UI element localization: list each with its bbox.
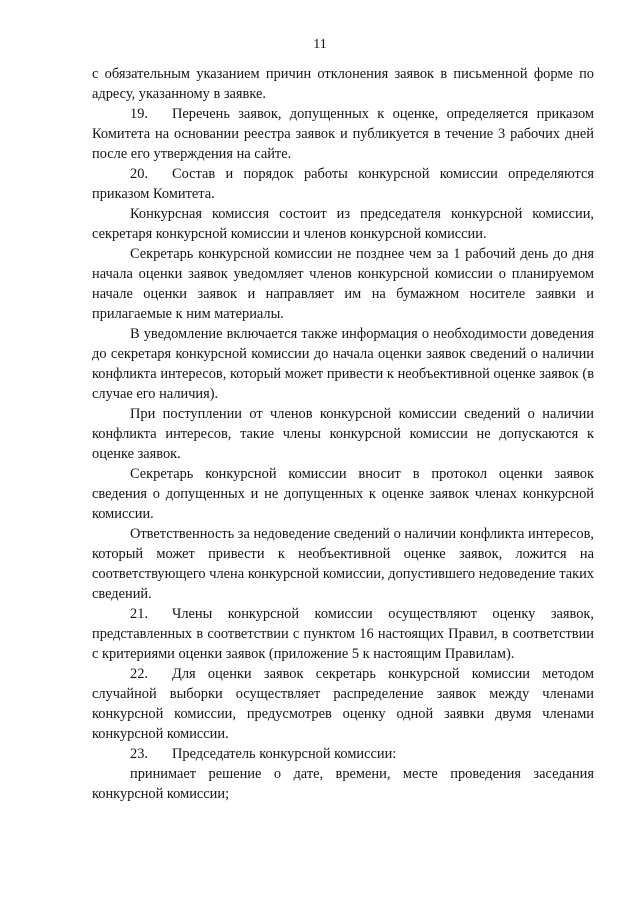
paragraph-notice-content <box>92 324 594 404</box>
paragraph-text: Секретарь конкурсной комиссии не позднее чем за 1 рабочий день до дня начала оценки заявок уведомляет членов конкурсной комиссии о планируемом начале оценки заявок и направляет им на бумажном носителе заявки и прилагаемые к ним материалы. <box>92 246 594 322</box>
paragraph-number: 23. <box>130 746 148 762</box>
page-number: 11 <box>313 37 327 52</box>
paragraph-chair-decision <box>92 764 594 804</box>
paragraph-commission-composition <box>92 204 594 244</box>
paragraph-number: 19. <box>130 106 148 122</box>
paragraph-20 <box>92 164 594 204</box>
document-body <box>92 64 594 804</box>
paragraph-conflict-interest <box>92 404 594 464</box>
paragraph-continuation <box>92 64 594 104</box>
paragraph-text: Секретарь конкурсной комиссии вносит в протокол оценки заявок сведения о допущенных и не допущенных к оценке заявок членах конкурсной комиссии. <box>92 466 594 522</box>
paragraph-text: Ответственность за недоведение сведений о наличии конфликта интересов, который может привести к необъективной оценке заявок, ложится на соответствующего члена конкурсной комиссии, допустившего недоведение таких сведений. <box>92 526 594 602</box>
paragraph-number: 22. <box>130 666 148 682</box>
paragraph-text: с обязательным указанием причин отклонения заявок в письменной форме по адресу, указанному в заявке. <box>92 66 594 102</box>
paragraph-responsibility <box>92 524 594 604</box>
paragraph-23 <box>92 744 594 764</box>
paragraph-protocol <box>92 464 594 524</box>
paragraph-text: При поступлении от членов конкурсной комиссии сведений о наличии конфликта интересов, такие члены конкурсной комиссии не допускаются к оценке заявок. <box>92 406 594 462</box>
paragraph-text: В уведомление включается также информация о необходимости доведения до секретаря конкурсной комиссии до начала оценки заявок сведений о наличии конфликта интересов, который может привести к необъективной оценке заявок (в случае его наличия). <box>92 326 594 402</box>
paragraph-text: принимает решение о дате, времени, месте проведения заседания конкурсной комиссии; <box>92 766 594 802</box>
paragraph-text: Члены конкурсной комиссии осуществляют оценку заявок, представленных в соответствии с пунктом 16 настоящих Правил, в соответствии с критериями оценки заявок (приложение 5 к настоящим Правилам). <box>92 606 594 662</box>
paragraph-19 <box>92 104 594 164</box>
paragraph-secretary-notice <box>92 244 594 324</box>
paragraph-text: Для оценки заявок секретарь конкурсной комиссии методом случайной выборки осуществляет распределение заявок между членами конкурсной комиссии, предусмотрев оценку одной заявки двумя членами конкурсной комиссии. <box>92 666 594 742</box>
paragraph-21 <box>92 604 594 664</box>
paragraph-text: Конкурсная комиссия состоит из председателя конкурсной комиссии, секретаря конкурсной комиссии и членов конкурсной комиссии. <box>92 206 594 242</box>
paragraph-number: 20. <box>130 166 148 182</box>
paragraph-text: Председатель конкурсной комиссии: <box>172 746 397 762</box>
paragraph-22 <box>92 664 594 744</box>
paragraph-text: Перечень заявок, допущенных к оценке, определяется приказом Комитета на основании реестра заявок и публикуется в течение 3 рабочих дней после его утверждения на сайте. <box>92 106 594 162</box>
paragraph-number: 21. <box>130 606 148 622</box>
paragraph-text: Состав и порядок работы конкурсной комиссии определяются приказом Комитета. <box>92 166 594 202</box>
